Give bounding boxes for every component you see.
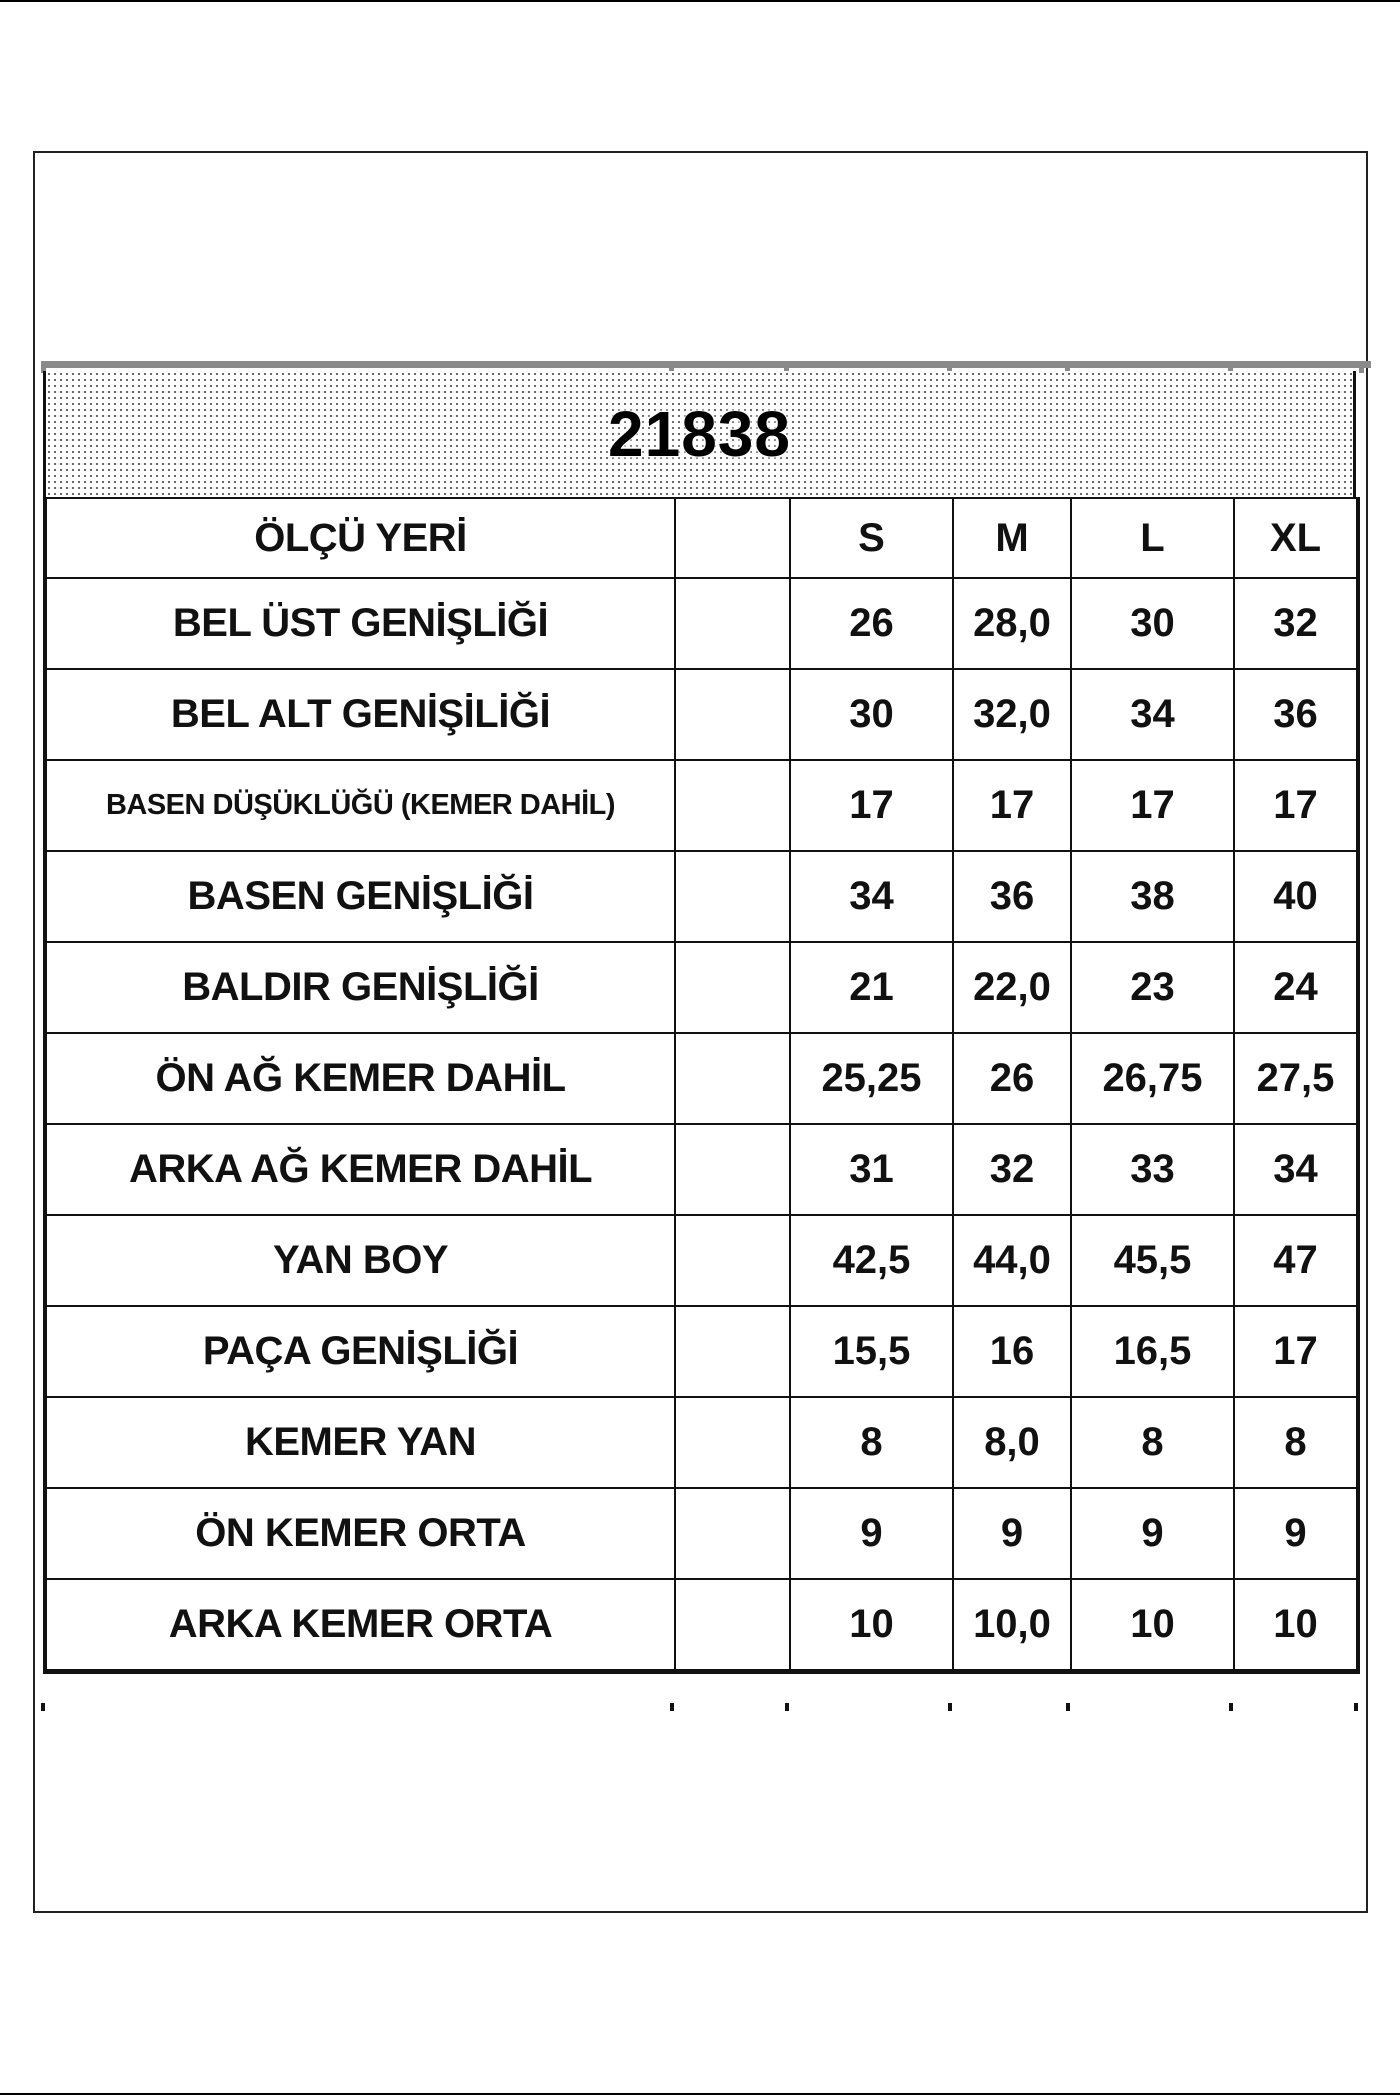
value-cell-s: 15,5 — [790, 1306, 953, 1397]
value-cell-m: 32 — [953, 1124, 1071, 1215]
header-size-m: M — [953, 498, 1071, 578]
table-row — [45, 1033, 1358, 1124]
value-cell-l: 16,5 — [1071, 1306, 1234, 1397]
value-cell-l: 30 — [1071, 578, 1234, 669]
value-cell-l: 33 — [1071, 1124, 1234, 1215]
blank-cell — [675, 1488, 790, 1579]
value-cell-s: 25,25 — [790, 1033, 953, 1124]
measurement-label: BALDIR GENİŞLİĞİ — [45, 942, 675, 1033]
page-top-border — [0, 0, 1400, 2]
measurement-label: KEMER YAN — [45, 1397, 675, 1488]
measurement-label: BEL ÜST GENİŞLİĞİ — [45, 578, 675, 669]
rule-tick — [1229, 1703, 1233, 1711]
table-row — [45, 669, 1358, 760]
value-cell-l: 10 — [1071, 1579, 1234, 1672]
header-size-s: S — [790, 498, 953, 578]
table-row — [45, 760, 1358, 851]
blank-cell — [675, 1033, 790, 1124]
value-cell-s: 10 — [790, 1579, 953, 1672]
value-cell-xl: 17 — [1234, 1306, 1358, 1397]
value-cell-s: 42,5 — [790, 1215, 953, 1306]
size-chart-sheet — [41, 361, 1358, 1706]
blank-cell — [675, 669, 790, 760]
header-size-xl: XL — [1234, 498, 1358, 578]
measurement-label: ÖN AĞ KEMER DAHİL — [45, 1033, 675, 1124]
table-row — [45, 942, 1358, 1033]
measurement-label: BASEN GENİŞLİĞİ — [45, 851, 675, 942]
blank-cell — [675, 1215, 790, 1306]
rule-tick — [1354, 1703, 1358, 1711]
table-row — [45, 578, 1358, 669]
rule-tick — [1066, 1703, 1070, 1711]
model-code: 21838 — [608, 398, 791, 470]
header-row — [45, 498, 1358, 578]
blank-cell — [675, 1124, 790, 1215]
value-cell-xl: 34 — [1234, 1124, 1358, 1215]
blank-cell — [675, 851, 790, 942]
value-cell-m: 10,0 — [953, 1579, 1071, 1672]
blank-cell — [675, 1397, 790, 1488]
value-cell-l: 34 — [1071, 669, 1234, 760]
value-cell-xl: 36 — [1234, 669, 1358, 760]
value-cell-m: 17 — [953, 760, 1071, 851]
value-cell-s: 21 — [790, 942, 953, 1033]
blank-cell — [675, 578, 790, 669]
value-cell-s: 26 — [790, 578, 953, 669]
rule-tick — [1359, 361, 1364, 373]
value-cell-m: 44,0 — [953, 1215, 1071, 1306]
value-cell-m: 16 — [953, 1306, 1071, 1397]
size-table — [43, 497, 1360, 1674]
page-bottom-border — [0, 2093, 1400, 2095]
value-cell-m: 9 — [953, 1488, 1071, 1579]
value-cell-m: 32,0 — [953, 669, 1071, 760]
value-cell-xl: 9 — [1234, 1488, 1358, 1579]
blank-cell — [675, 1306, 790, 1397]
value-cell-l: 17 — [1071, 760, 1234, 851]
value-cell-s: 9 — [790, 1488, 953, 1579]
table-row — [45, 1579, 1358, 1672]
top-rule — [41, 361, 1371, 368]
blank-cell — [675, 942, 790, 1033]
measurement-label: BASEN DÜŞÜKLÜĞÜ (KEMER DAHİL) — [45, 760, 675, 851]
value-cell-xl: 24 — [1234, 942, 1358, 1033]
value-cell-xl: 40 — [1234, 851, 1358, 942]
bottom-rule-ticks — [41, 1703, 1371, 1711]
value-cell-l: 26,75 — [1071, 1033, 1234, 1124]
value-cell-m: 8,0 — [953, 1397, 1071, 1488]
measurement-label: ARKA AĞ KEMER DAHİL — [45, 1124, 675, 1215]
table-row — [45, 851, 1358, 942]
value-cell-l: 45,5 — [1071, 1215, 1234, 1306]
value-cell-l: 38 — [1071, 851, 1234, 942]
value-cell-m: 36 — [953, 851, 1071, 942]
table-row — [45, 1306, 1358, 1397]
value-cell-m: 28,0 — [953, 578, 1071, 669]
value-cell-xl: 10 — [1234, 1579, 1358, 1672]
table-row — [45, 1215, 1358, 1306]
value-cell-xl: 8 — [1234, 1397, 1358, 1488]
value-cell-s: 17 — [790, 760, 953, 851]
header-blank-cell — [675, 498, 790, 578]
measurement-label: ARKA KEMER ORTA — [45, 1579, 675, 1672]
value-cell-m: 22,0 — [953, 942, 1071, 1033]
measurement-label: BEL ALT GENİŞİLİĞİ — [45, 669, 675, 760]
value-cell-xl: 17 — [1234, 760, 1358, 851]
header-measurement-label: ÖLÇÜ YERİ — [45, 498, 675, 578]
value-cell-xl: 47 — [1234, 1215, 1358, 1306]
measurement-label: YAN BOY — [45, 1215, 675, 1306]
value-cell-s: 30 — [790, 669, 953, 760]
value-cell-s: 34 — [790, 851, 953, 942]
measurement-label: PAÇA GENİŞLİĞİ — [45, 1306, 675, 1397]
rule-tick — [948, 1703, 952, 1711]
blank-cell — [675, 1579, 790, 1672]
value-cell-m: 26 — [953, 1033, 1071, 1124]
value-cell-l: 8 — [1071, 1397, 1234, 1488]
table-row — [45, 1397, 1358, 1488]
header-size-l: L — [1071, 498, 1234, 578]
size-table-body — [45, 498, 1358, 1672]
measurement-label: ÖN KEMER ORTA — [45, 1488, 675, 1579]
value-cell-s: 31 — [790, 1124, 953, 1215]
value-cell-s: 8 — [790, 1397, 953, 1488]
value-cell-xl: 32 — [1234, 578, 1358, 669]
value-cell-l: 9 — [1071, 1488, 1234, 1579]
rule-tick — [41, 1703, 45, 1711]
blank-cell — [675, 760, 790, 851]
value-cell-l: 23 — [1071, 942, 1234, 1033]
rule-tick — [670, 1703, 674, 1711]
table-row — [45, 1124, 1358, 1215]
value-cell-xl: 27,5 — [1234, 1033, 1358, 1124]
table-row — [45, 1488, 1358, 1579]
model-code-cell — [43, 371, 1356, 497]
rule-tick — [785, 1703, 789, 1711]
